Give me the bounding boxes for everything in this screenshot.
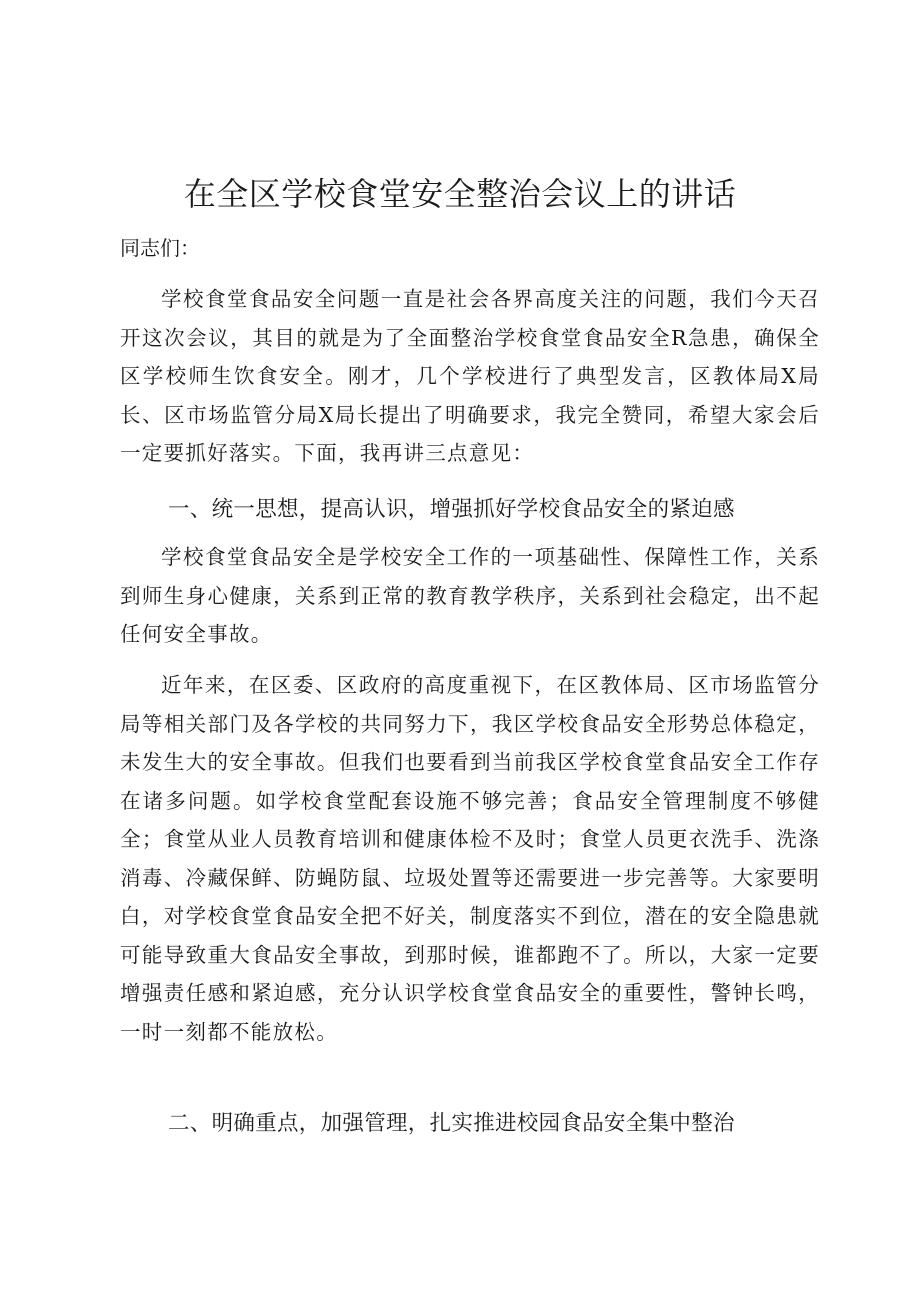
section-1-paragraph-2: 近年来，在区委、区政府的高度重视下，在区教体局、区市场监管分局等相关部门及各学校的共同努力下，我区学校食品安全形势总体稳定，未发生大的安全事故。但我们也要看到当前我区学校食堂食品安全工作存在诸多问题。如学校食堂配套设施不够完善；食品安全管理制度不够健全；食堂从业人员教育培训和健康体检不及时；食堂人员更衣洗手、洗涤消毒、冷藏保鲜、防蝇防鼠、垃圾处置等还需要进一步完善等。大家要明白，对学校食堂食品安全把不好关，制度落实不到位，潜在的安全隐患就可能导致重大食品安全事故，到那时候，谁都跑不了。所以，大家一定要增强责任感和紧迫感，充分认识学校食堂食品安全的重要性，警钟长鸣，一时一刻都不能放松。: [120, 673, 820, 1044]
section-heading-1: 一、统一思想，提高认识，增强抓好学校食品安全的紧迫感: [168, 497, 735, 522]
salutation: 同志们：: [120, 236, 200, 260]
intro-paragraph: 学校食堂食品安全问题一直是社会各界高度关注的问题，我们今天召开这次会议，其目的就是为了全面整治学校食堂食品安全R急患，确保全区学校师生饮食安全。刚才，几个学校进行了典型发言，区教体局X局长、区市场监管分局X局长提出了明确要求，我完全赞同，希望大家会后一定要抓好落实。下面，我再讲三点意见：: [120, 287, 820, 465]
section-heading-2: 二、明确重点，加强管理，扎实推进校园食品安全集中整治: [168, 1111, 735, 1136]
document-title: 在全区学校食堂安全整治会议上的讲话: [183, 175, 737, 213]
section-1-paragraph-1: 学校食堂食品安全是学校安全工作的一项基础性、保障性工作，关系到师生身心健康，关系到正常的教育教学秩序，关系到社会稳定，出不起任何安全事故。: [120, 545, 820, 646]
